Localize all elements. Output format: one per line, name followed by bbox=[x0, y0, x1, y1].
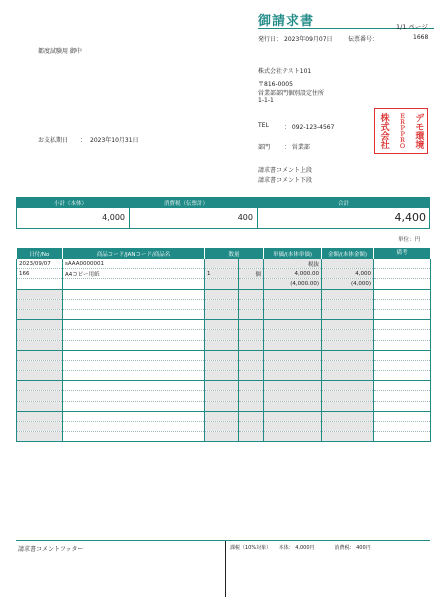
table-cell bbox=[63, 330, 205, 340]
col-header-amount: 金額/(本体金額) bbox=[322, 248, 374, 259]
table-row bbox=[17, 269, 431, 279]
table-cell bbox=[322, 360, 374, 370]
table-cell bbox=[374, 289, 431, 299]
table-row bbox=[17, 340, 431, 350]
table-cell bbox=[205, 371, 239, 381]
table-cell bbox=[322, 350, 374, 360]
table-cell bbox=[264, 422, 322, 432]
table-cell bbox=[374, 299, 431, 309]
table-cell bbox=[264, 360, 322, 370]
issuer-postal: 〒816-0005 bbox=[258, 81, 293, 88]
table-row bbox=[17, 381, 431, 391]
col-header-qty: 数量 bbox=[205, 248, 264, 259]
table-cell bbox=[322, 309, 374, 319]
table-body bbox=[17, 259, 431, 442]
table-cell bbox=[322, 381, 374, 391]
table-cell bbox=[63, 289, 205, 299]
table-cell bbox=[239, 330, 264, 340]
table-cell bbox=[17, 279, 63, 289]
total-label: 合計 bbox=[338, 201, 350, 207]
table-cell bbox=[205, 350, 239, 360]
table-cell bbox=[63, 381, 205, 391]
table-cell bbox=[239, 350, 264, 360]
table-cell bbox=[322, 432, 374, 442]
table-cell bbox=[63, 432, 205, 442]
tax-value: 400 bbox=[237, 213, 253, 222]
table-cell bbox=[239, 289, 264, 299]
table-cell bbox=[264, 320, 322, 330]
dept-name: ： 営業部 bbox=[284, 144, 310, 151]
table-cell bbox=[239, 411, 264, 421]
table-cell bbox=[239, 391, 264, 401]
table-cell bbox=[264, 289, 322, 299]
table-cell bbox=[205, 411, 239, 421]
seal-col-1: 株式会社 bbox=[378, 113, 389, 149]
footer-divider bbox=[225, 541, 226, 597]
table-cell bbox=[374, 371, 431, 381]
table-cell bbox=[264, 340, 322, 350]
table-cell bbox=[17, 330, 63, 340]
table-cell bbox=[239, 340, 264, 350]
seal-col-3: デモ環境 bbox=[413, 113, 424, 149]
table-cell bbox=[264, 432, 322, 442]
col-header-product: 商品コード/JANコード/商品名 bbox=[63, 248, 205, 259]
table-cell bbox=[374, 320, 431, 330]
table-cell bbox=[63, 279, 205, 289]
table-cell bbox=[205, 320, 239, 330]
col-header-note: 備考 bbox=[374, 248, 431, 259]
slip-number: 1668 bbox=[413, 34, 429, 41]
table-row bbox=[17, 432, 431, 442]
table-cell bbox=[374, 340, 431, 350]
table-cell bbox=[63, 411, 205, 421]
table-cell bbox=[17, 411, 63, 421]
issuer-address2: 1-1-1 bbox=[258, 97, 274, 104]
table-cell bbox=[374, 259, 431, 269]
dept-label: 部門 bbox=[258, 144, 271, 151]
table-row bbox=[17, 360, 431, 370]
table-cell bbox=[17, 340, 63, 350]
table-cell: 個 bbox=[239, 269, 264, 279]
issue-date-label: 発行日： bbox=[258, 36, 283, 43]
issuer-company: 株式会社テスト101 bbox=[258, 68, 312, 75]
table-cell: 税抜 bbox=[264, 259, 322, 269]
table-cell bbox=[374, 350, 431, 360]
table-row bbox=[17, 279, 431, 289]
table-cell: A4コピー用紙 bbox=[63, 269, 205, 279]
table-cell bbox=[205, 381, 239, 391]
table-cell bbox=[264, 381, 322, 391]
table-cell bbox=[205, 279, 239, 289]
table-cell bbox=[264, 299, 322, 309]
table-cell bbox=[374, 330, 431, 340]
table-row bbox=[17, 401, 431, 411]
table-cell bbox=[205, 330, 239, 340]
table-row bbox=[17, 350, 431, 360]
footer-tax-summary: 課税（10%対象） 本体： 4,000円 消費税： 400円 bbox=[230, 545, 371, 551]
table-cell: 1 bbox=[205, 269, 239, 279]
table-cell: 166 bbox=[17, 269, 63, 279]
table-cell bbox=[205, 360, 239, 370]
summary-values bbox=[16, 208, 430, 229]
table-cell bbox=[205, 259, 239, 269]
table-cell bbox=[374, 279, 431, 289]
table-cell bbox=[239, 432, 264, 442]
table-cell bbox=[17, 350, 63, 360]
table-row bbox=[17, 320, 431, 330]
table-cell: (4,000.00) bbox=[264, 279, 322, 289]
table-cell: 4,000.00 bbox=[264, 269, 322, 279]
subtotal-value: 4,000 bbox=[102, 213, 125, 222]
due-date: 2023年10月31日 bbox=[90, 137, 139, 144]
col-header-date: 日付/No bbox=[17, 248, 63, 259]
table-cell bbox=[264, 391, 322, 401]
footer-rule bbox=[16, 540, 430, 541]
table-header-row bbox=[17, 248, 431, 259]
comment-bottom: 請求書コメント下段 bbox=[258, 177, 313, 184]
table-cell bbox=[322, 340, 374, 350]
table-cell bbox=[17, 391, 63, 401]
table-cell bbox=[264, 411, 322, 421]
table-cell bbox=[205, 391, 239, 401]
table-cell bbox=[239, 320, 264, 330]
table-cell bbox=[264, 309, 322, 319]
table-cell bbox=[374, 269, 431, 279]
table-cell bbox=[239, 259, 264, 269]
table-cell bbox=[322, 320, 374, 330]
line-items-table bbox=[16, 248, 430, 442]
table-cell bbox=[374, 432, 431, 442]
table-cell bbox=[63, 309, 205, 319]
table-cell bbox=[322, 330, 374, 340]
table-cell bbox=[63, 340, 205, 350]
table-cell bbox=[205, 309, 239, 319]
tax-label: 消費税（伝票計） bbox=[164, 201, 209, 207]
table-cell bbox=[17, 299, 63, 309]
tel-label: TEL bbox=[258, 122, 269, 129]
table-cell bbox=[17, 432, 63, 442]
table-cell bbox=[239, 381, 264, 391]
table-cell bbox=[63, 360, 205, 370]
table-cell bbox=[63, 371, 205, 381]
table-cell bbox=[17, 289, 63, 299]
footer-comment: 請求書コメントフッター bbox=[18, 546, 84, 553]
table-cell bbox=[322, 401, 374, 411]
table-cell bbox=[17, 371, 63, 381]
table-cell bbox=[239, 422, 264, 432]
table-row bbox=[17, 422, 431, 432]
table-cell bbox=[205, 289, 239, 299]
table-row bbox=[17, 391, 431, 401]
table-cell bbox=[239, 279, 264, 289]
due-label: お支払期日 bbox=[38, 137, 69, 144]
table-cell bbox=[239, 371, 264, 381]
table-cell bbox=[63, 299, 205, 309]
issue-date: 2023年09月07日 bbox=[284, 36, 333, 43]
customer-name: 都度試験用 御中 bbox=[38, 48, 82, 55]
issuer-address1: 営業部部門個別設定住所 bbox=[258, 90, 325, 97]
table-cell bbox=[264, 371, 322, 381]
comment-top: 請求書コメント上段 bbox=[258, 167, 313, 174]
col-header-unit-price: 単価/(本体単価) bbox=[264, 248, 322, 259]
table-cell bbox=[239, 299, 264, 309]
summary-divider bbox=[129, 208, 130, 228]
table-cell bbox=[205, 340, 239, 350]
subtotal-label: 小計（本体） bbox=[54, 201, 88, 207]
table-cell bbox=[239, 360, 264, 370]
table-cell bbox=[239, 309, 264, 319]
table-cell bbox=[374, 360, 431, 370]
slip-label: 伝票番号： bbox=[348, 36, 379, 43]
table-cell bbox=[374, 391, 431, 401]
table-row bbox=[17, 299, 431, 309]
table-cell bbox=[63, 320, 205, 330]
table-cell bbox=[322, 299, 374, 309]
table-cell bbox=[17, 422, 63, 432]
table-cell bbox=[205, 432, 239, 442]
table-row bbox=[17, 289, 431, 299]
table-cell bbox=[322, 391, 374, 401]
table-row bbox=[17, 330, 431, 340]
table-cell: (4,000) bbox=[322, 279, 374, 289]
table-cell bbox=[322, 289, 374, 299]
table-cell bbox=[322, 422, 374, 432]
table-cell bbox=[239, 401, 264, 411]
table-cell bbox=[17, 381, 63, 391]
table-cell: sAAA0000001 bbox=[63, 259, 205, 269]
tel-number: ： 092-123-4567 bbox=[284, 124, 335, 131]
table-cell bbox=[264, 401, 322, 411]
table-cell bbox=[264, 350, 322, 360]
table-cell bbox=[63, 422, 205, 432]
table-cell bbox=[205, 422, 239, 432]
table-cell bbox=[63, 350, 205, 360]
table-cell bbox=[374, 381, 431, 391]
table-cell bbox=[374, 401, 431, 411]
table-cell bbox=[17, 360, 63, 370]
document-title: 御請求書 bbox=[258, 14, 315, 29]
summary-header bbox=[16, 197, 430, 208]
table-cell: 2023/09/07 bbox=[17, 259, 63, 269]
table-row bbox=[17, 371, 431, 381]
table-cell bbox=[63, 391, 205, 401]
table-cell bbox=[17, 320, 63, 330]
table-cell bbox=[374, 309, 431, 319]
unit-label: 単位：円 bbox=[398, 237, 421, 243]
table-row bbox=[17, 309, 431, 319]
table-cell: 4,000 bbox=[322, 269, 374, 279]
page-number: 1/1 ページ bbox=[396, 23, 428, 31]
company-seal bbox=[374, 108, 428, 154]
table-cell bbox=[322, 371, 374, 381]
total-value: 4,400 bbox=[394, 211, 426, 224]
table-cell bbox=[205, 401, 239, 411]
table-cell bbox=[322, 259, 374, 269]
table-cell bbox=[264, 330, 322, 340]
table-cell bbox=[374, 422, 431, 432]
summary-divider bbox=[257, 208, 258, 228]
table-cell bbox=[205, 299, 239, 309]
seal-col-2: ＥＲＰＰＲＯ bbox=[397, 113, 405, 149]
table-row bbox=[17, 259, 431, 269]
table-cell bbox=[322, 411, 374, 421]
table-row bbox=[17, 411, 431, 421]
due-sep: ： bbox=[80, 137, 87, 144]
table-cell bbox=[17, 309, 63, 319]
table-cell bbox=[17, 401, 63, 411]
table-cell bbox=[63, 401, 205, 411]
table-cell bbox=[374, 411, 431, 421]
